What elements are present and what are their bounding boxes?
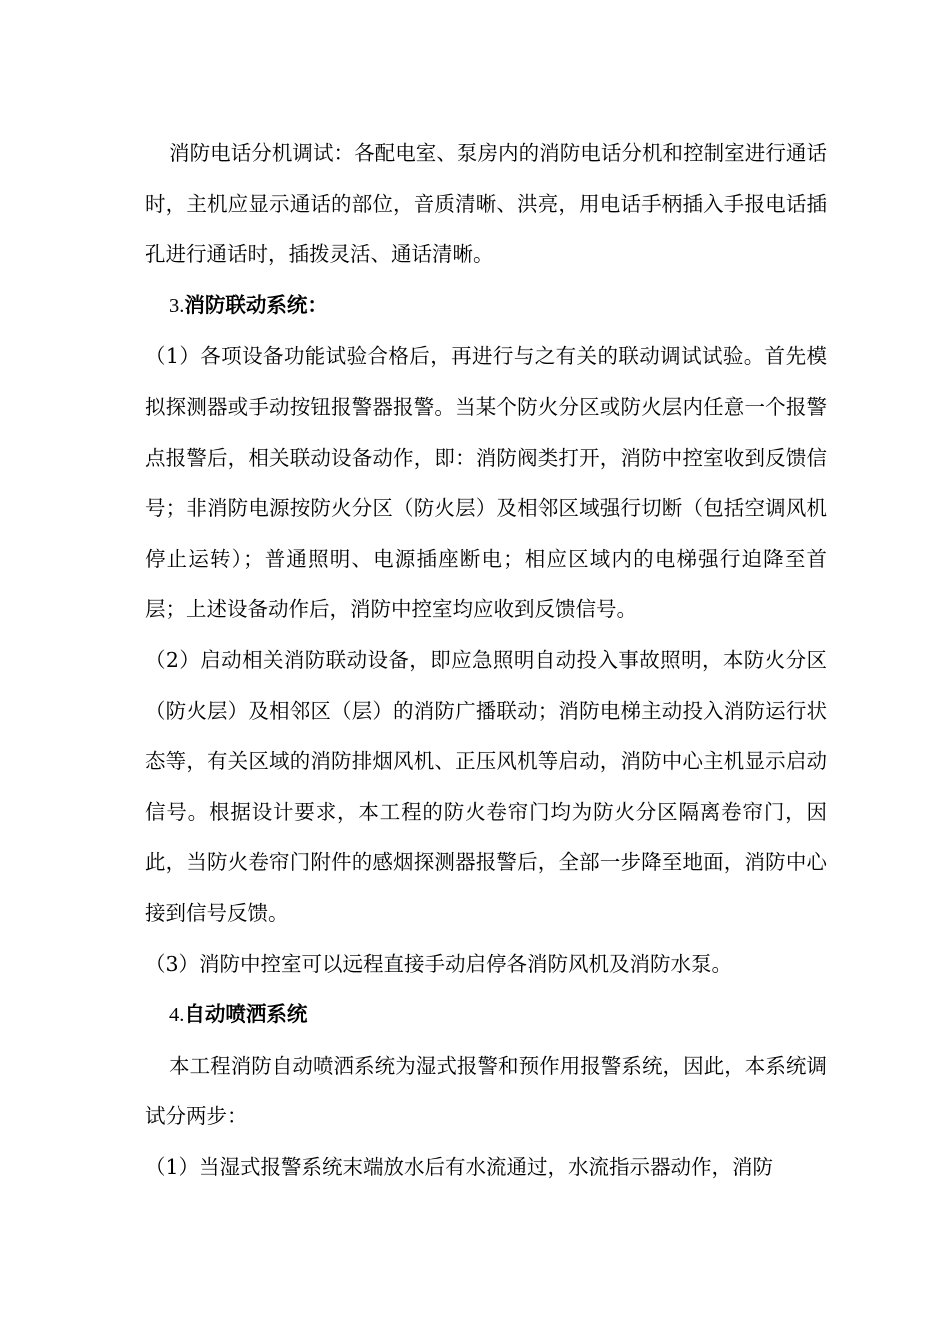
list-item-linkage-1: （1）各项设备功能试验合格后，再进行与之有关的联动调试试验。首先模拟探测器或手动按钮报警器报警。当某个防火分区或防火层内任意一个报警点报警后，相关联动设备动作，即：消防阀类打开，消防中控室收到反馈信号；非消防电源按防火分区（防火层）及相邻区域强行切断（包括空调风机停止运转）；普通照明、电源插座断电；相应区域内的电梯强行迫降至首层；上述设备动作后，消防中控室均应收到反馈信号。 xyxy=(145,344,827,622)
list-item-sprinkler-1: （1）当湿式报警系统末端放水后有水流通过，水流指示器动作，消防 xyxy=(145,1154,774,1179)
section-title: 消防联动系统： xyxy=(184,292,328,317)
list-item-linkage-2: （2）启动相关消防联动设备，即应急照明自动投入事故照明，本防火分区（防火层）及相邻区（层）的消防广播联动；消防电梯主动投入消防运行状态等，有关区域的消防排烟风机、正压风机等启动，消防中心主机显示启动信号。根据设计要求，本工程的防火卷帘门均为防火分区隔离卷帘门，因此，当防火卷帘门附件的感烟探测器报警后，全部一步降至地面，消防中心接到信号反馈。 xyxy=(145,647,827,925)
list-item-linkage-3: （3）消防中控室可以远程直接手动启停各消防风机及消防水泵。 xyxy=(145,951,733,976)
section-heading-sprinkler xyxy=(145,989,827,1041)
section-title: 自动喷洒系统 xyxy=(184,1002,308,1027)
document-body xyxy=(145,128,827,1192)
paragraph-sprinkler-intro: 本工程消防自动喷洒系统为湿式报警和预作用报警系统，因此，本系统调试分两步： xyxy=(145,1053,827,1129)
section-heading-fire-linkage xyxy=(145,280,827,332)
paragraph-phone-extension-test: 消防电话分机调试：各配电室、泵房内的消防电话分机和控制室进行通话时，主机应显示通话的部位，音质清晰、洪亮，用电话手柄插入手报电话插孔进行通话时，插拨灵活、通话清晰。 xyxy=(145,141,827,267)
section-number: 4. xyxy=(169,1004,185,1027)
section-number: 3. xyxy=(169,294,185,317)
